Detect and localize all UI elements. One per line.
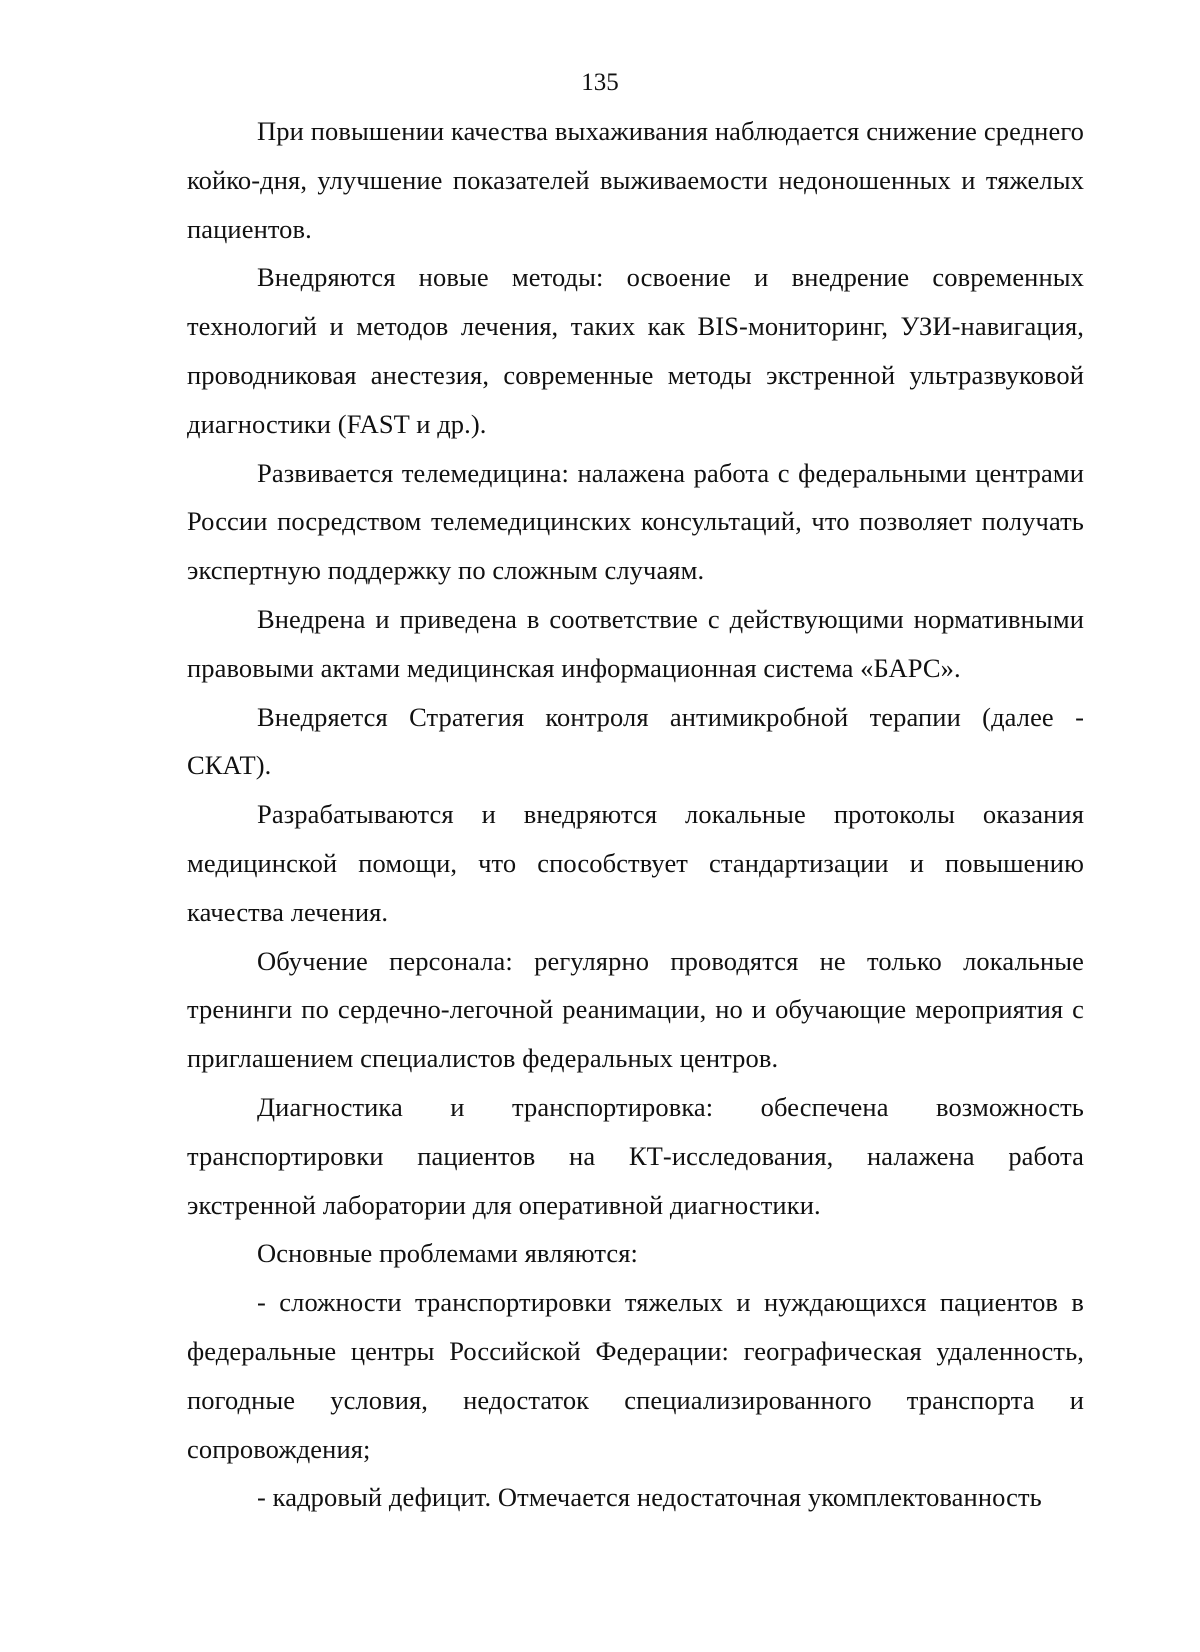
paragraph-main-problems-heading: Основные проблемами являются: <box>257 1238 638 1269</box>
paragraph-staff-training: Обучение персонала: регулярно проводятся не только локальные тренинги по сердечно-легочной реанимации, но и обучающие мероприятия с приглашением специалистов федеральных центров. <box>187 945 1084 1074</box>
paragraph-antimicrobial-strategy: Внедряется Стратегия контроля антимикробной терапии (далее - СКАТ). <box>187 701 1084 781</box>
paragraph-care-quality: При повышении качества выхаживания наблюдается снижение среднего койко-дня, улучшение показателей выживаемости недоношенных и тяжелых пациентов. <box>187 116 1084 244</box>
paragraph-telemedicine: Развивается телемедицина: налажена работа с федеральными центрами России посредством телемедицинских консультаций, что позволяет получать экспертную поддержку по сложным случаям. <box>187 457 1084 586</box>
paragraph-staff-shortage: - кадровый дефицит. Отмечается недостаточная укомплектованность <box>257 1482 1042 1513</box>
paragraph-information-system: Внедрена и приведена в соответствие с действующими нормативными правовыми актами медицинская информационная система «БАРС». <box>187 603 1084 683</box>
paragraph-diagnostics-transport: Диагностика и транспортировка: обеспечена возможность транспортировки пациентов на КТ-исследования, налажена работа экстренной лаборатории для оперативной диагностики. <box>187 1091 1084 1220</box>
paragraph-local-protocols: Разрабатываются и внедряются локальные протоколы оказания медицинской помощи, что способствует стандартизации и повышению качества лечения. <box>187 799 1084 927</box>
page-number: 135 <box>581 69 619 96</box>
paragraph-transport-difficulties: - сложности транспортировки тяжелых и нуждающихся пациентов в федеральные центры Российской Федерации: географическая удаленность, погодные условия, недостаток специализированного транспорта и сопровождения; <box>187 1287 1084 1464</box>
paragraph-new-methods: Внедряются новые методы: освоение и внедрение современных технологий и методов лечения, таких как BIS-мониторинг, УЗИ-навигация, проводниковая анестезия, современные методы экстренной ультразвуковой диагностики (FAST и др.). <box>187 262 1084 439</box>
document-body <box>187 107 1084 1522</box>
